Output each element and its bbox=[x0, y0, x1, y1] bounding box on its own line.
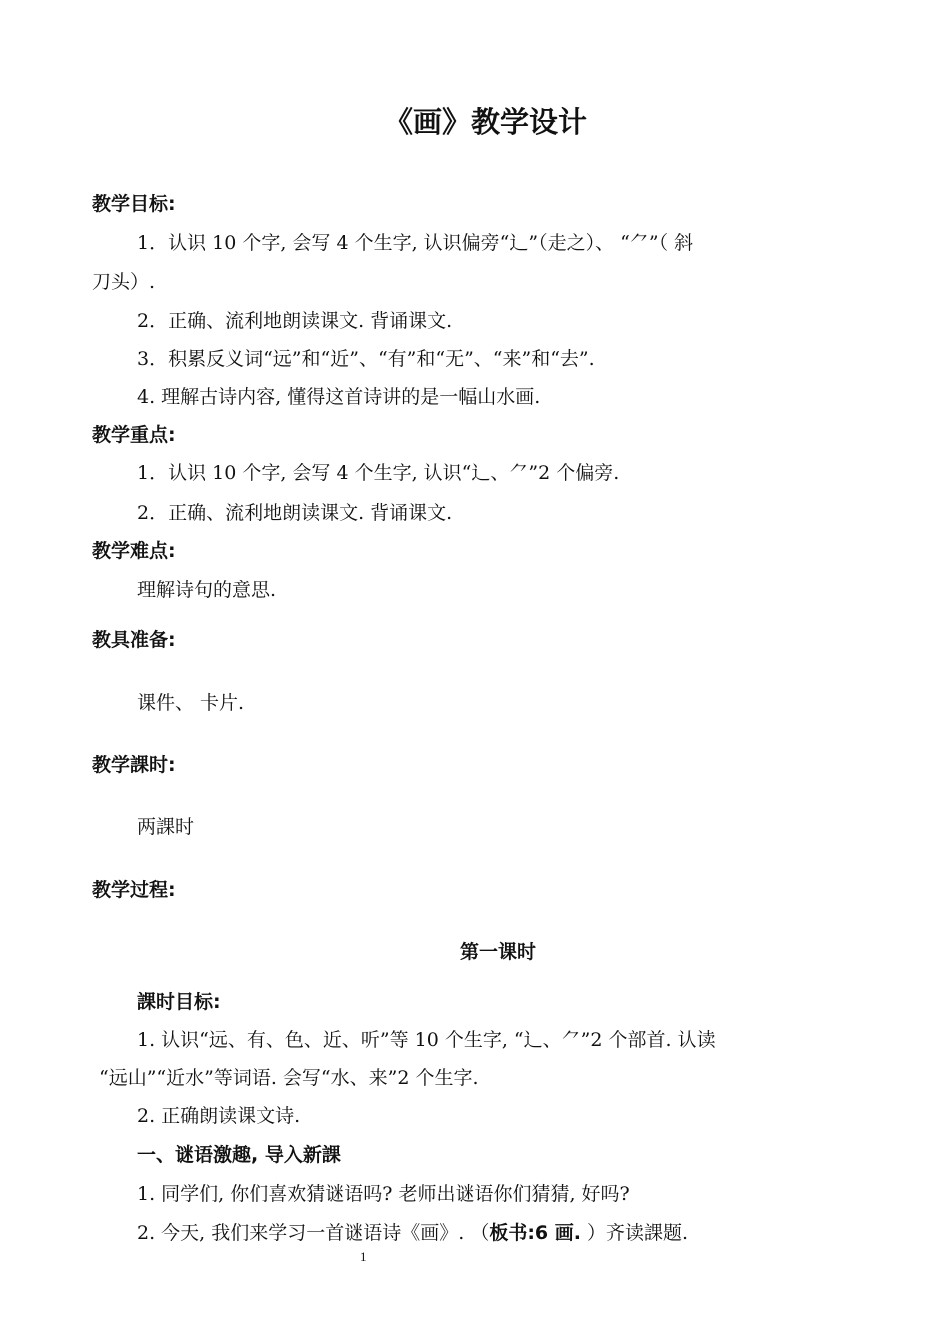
step-text: ）齐读課题. bbox=[580, 1222, 689, 1244]
process-heading: 教学过程: bbox=[92, 879, 176, 901]
step-item: 1. 同学们, 你们喜欢猜谜语吗? 老师出谜语你们猜猜, 好吗? bbox=[137, 1183, 630, 1205]
key-point-item: 1．认识 10 个字, 会写 4 个生字, 认识“辶、⺈”2 个偏旁. bbox=[137, 462, 620, 484]
class-hours-text: 两課时 bbox=[137, 816, 195, 838]
objective-item: 3．积累反义词“远”和“近”、“有”和“无”、“来”和“去”. bbox=[137, 348, 595, 370]
session-goal-item: 1. 认识“远、有、色、近、听”等 10 个生字, “辶、⺈”2 个部首. 认读 bbox=[137, 1029, 716, 1051]
section-1-heading: 一、谜语激趣, 导入新課 bbox=[137, 1144, 341, 1166]
key-points-heading: 教学重点: bbox=[92, 424, 176, 446]
document-title: 《画》教学设计 bbox=[384, 105, 588, 139]
objective-item-continued: 刀头）. bbox=[92, 271, 156, 293]
session-goal-item: 2. 正确朗读课文诗. bbox=[137, 1105, 301, 1127]
difficulties-heading: 教学难点: bbox=[92, 540, 176, 562]
session-goal-item-continued: “远山”“近水”等词语. 会写“水、来”2 个生字. bbox=[99, 1067, 479, 1089]
step-text: 2. 今天, 我们来学习一首谜语诗《画》. （ bbox=[137, 1222, 490, 1244]
difficulties-text: 理解诗句的意思. bbox=[137, 579, 277, 601]
step-item bbox=[137, 1218, 688, 1245]
objective-item: 2．正确、流利地朗读课文. 背诵课文. bbox=[137, 310, 453, 332]
blackboard-note: 板书:6 画. bbox=[489, 1222, 581, 1244]
key-point-item: 2．正确、流利地朗读课文. 背诵课文. bbox=[137, 502, 453, 524]
objectives-heading: 教学目标: bbox=[92, 193, 176, 215]
objective-item: 4. 理解古诗内容, 懂得这首诗讲的是一幅山水画. bbox=[137, 386, 541, 408]
session-title: 第一课时 bbox=[460, 941, 537, 963]
materials-heading: 教具准备: bbox=[92, 629, 176, 651]
materials-text: 课件、 卡片. bbox=[137, 692, 245, 714]
class-hours-heading: 教学課时: bbox=[92, 754, 176, 776]
page-number: 1 bbox=[360, 1249, 367, 1264]
objective-item: 1．认识 10 个字, 会写 4 个生字, 认识偏旁“辶”（走之）、 “⺈”（ 斜 bbox=[137, 232, 694, 254]
session-goal-heading: 課时目标: bbox=[137, 991, 221, 1013]
